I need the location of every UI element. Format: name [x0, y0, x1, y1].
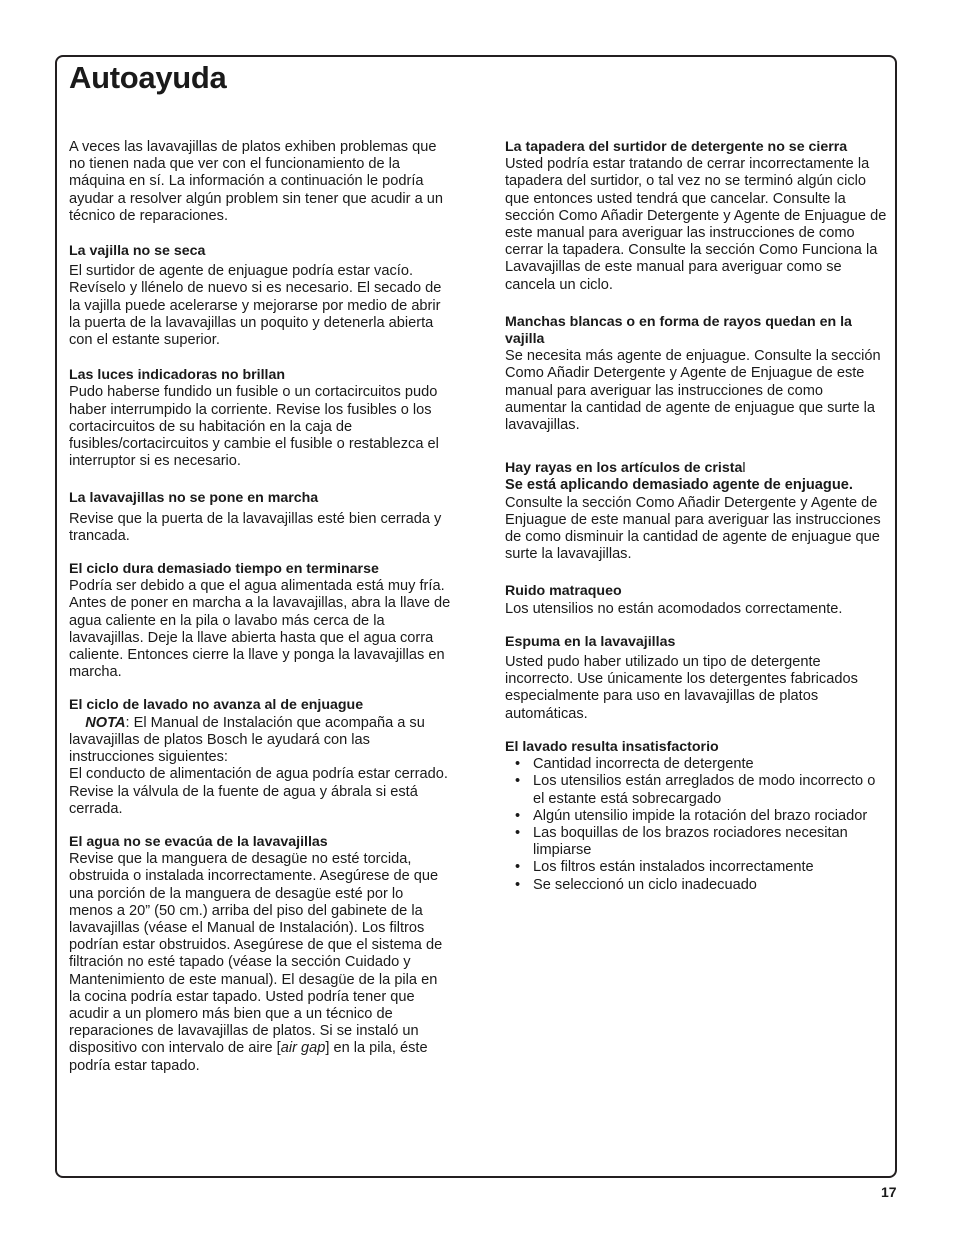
section-detergent-lid — [505, 139, 887, 294]
body-part-b: ] en la pila, éste podría estar tapado. — [69, 1040, 428, 1074]
section-heading: La vajilla no se seca — [69, 243, 206, 260]
section-body: El conducto de alimentación de agua podría estar cerrado. Revise la válvula de la fuente de agua y ábrala si está cerrada. — [69, 766, 448, 817]
bullet-icon: • — [515, 773, 521, 790]
section-glass-streaks — [505, 460, 887, 563]
section-body: Se necesita más agente de enjuague. Consulte la sección Como Añadir Detergente y Agente de Enjuague de este manual para averiguar las instrucciones de como aumentar la cantidad de agente de enjuague que surte la lavavajillas. — [505, 348, 881, 434]
section-foam — [505, 634, 887, 723]
left-column — [69, 139, 451, 1075]
bullet-icon: • — [515, 824, 521, 841]
section-heading: Manchas blancas o en forma de rayos quedan en la vajilla — [505, 313, 852, 348]
list-item: • Algún utensilio impide la rotación del brazo rociador — [515, 807, 868, 824]
note-text: : El Manual de Instalación que acompaña a su lavavajillas de platos Bosch le ayudará con las instrucciones siguientes: — [69, 714, 425, 766]
heading-main: Hay rayas en los artículos de crista — [505, 460, 743, 477]
section-body — [505, 477, 887, 563]
section-heading: Las luces indicadoras no brillan — [69, 367, 286, 384]
section-water-not-draining — [69, 834, 451, 1075]
bold-lead: Se está aplicando demasiado agente de enjuague. — [505, 477, 853, 494]
section-indicator-lights — [69, 367, 451, 470]
list-item: • Los utensilios están arreglados de modo incorrecto o el estante está sobrecargado — [515, 773, 876, 807]
section-unsatisfactory-wash — [505, 739, 887, 894]
section-heading: Espuma en la lavavajillas — [505, 633, 676, 650]
air-gap-term: air gap — [280, 1040, 326, 1057]
list-item: • Las boquillas de los brazos rociadores necesitan limpiarse — [515, 824, 848, 859]
intro-paragraph: A veces las lavavajillas de platos exhiben problemas que no tienen nada que ver con el funcionamiento de la máquina en sí. La información a continuación le podría ayudar a resolver algún problem sin tener que acudir a un técnico de reparaciones. — [69, 139, 443, 224]
page-title: Autoayuda — [69, 60, 227, 95]
section-body: El surtidor de agente de enjuague podría estar vacío. Revíselo y llénelo de nuevo si es necesario. El secado de la vajilla puede acelerarse y mejorarse por medio de abrir la puerta de la lavavajillas un poquito y detenerla abierta con el estante superior. — [69, 263, 442, 349]
cause-list — [505, 756, 887, 894]
note-label: NOTA — [85, 714, 126, 731]
section-rattling-noise — [505, 583, 887, 617]
section-heading: Ruido matraqueo — [505, 583, 622, 600]
list-item: • Los filtros están instalados incorrectamente — [515, 859, 814, 876]
right-column — [505, 139, 887, 894]
heading-tail: l — [742, 460, 746, 477]
section-heading: La lavavajillas no se pone en marcha — [69, 490, 319, 507]
list-item: • Se seleccionó un ciclo inadecuado — [515, 876, 757, 893]
section-body — [69, 851, 451, 1075]
section-heading: La tapadera del surtidor de detergente no se cierra — [505, 139, 848, 155]
page-number: 17 — [881, 1184, 897, 1200]
section-heading: El lavado resulta insatisfactorio — [505, 738, 719, 755]
section-white-spots — [505, 314, 887, 434]
bullet-icon: • — [515, 756, 521, 773]
section-dishes-not-dry — [69, 243, 451, 349]
list-item: • Cantidad incorrecta de detergente — [515, 756, 754, 773]
section-heading: El agua no se evacúa de la lavavajillas — [69, 833, 328, 850]
body-text: Consulte la sección Como Añadir Detergente y Agente de Enjuague de este manual para averiguar las instrucciones de como disminuir la cantidad de agente de enjuague que surte la lavavajillas. — [505, 494, 881, 563]
section-cycle-too-long — [69, 561, 451, 681]
bullet-icon: • — [515, 859, 521, 876]
section-heading — [505, 460, 887, 477]
section-body: Usted podría estar tratando de cerrar incorrectamente la tapadera del surtidor, o tal vez no se terminó algún ciclo que entonces usted tendrá que cancelar. Consulte la sección Como Añadir Detergente y Agente de Enjuague de este manual para averiguar las instrucciones de como cerrar la tapadera. Consulte la sección Como Funciona la Lavavajillas de este manual para averiguar como se cancela un ciclo. — [505, 156, 887, 293]
section-body: Podría ser debido a que el agua alimentada está muy fría. Antes de poner en marcha a la lavavajillas, abra la llave de agua caliente en la pila o lavabo más cerca de la lavavajillas. Deje la llave abierta hasta que el agua corra caliente. Entonces cierre la llave y ponga la lavavajillas en marcha. — [69, 578, 451, 681]
section-does-not-start — [69, 490, 451, 545]
section-body: Usted pudo haber utilizado un tipo de detergente incorrecto. Use únicamente los detergentes fabricados especialmente para uso en lavavajillas de platos automáticas. — [505, 654, 858, 722]
bullet-icon: • — [515, 807, 521, 824]
bullet-icon: • — [515, 876, 521, 893]
section-body: Pudo haberse fundido un fusible o un cortacircuitos pudo haber interrumpido la corriente. Revise los fusibles o los cortacircuitos de su habitación en la caja de fusibles/cortacircuitos y cambie el fusible o restablezca el interruptor si es necesario. — [69, 384, 439, 470]
section-wash-no-rinse — [69, 697, 451, 817]
section-body: Los utensilios no están acomodados correctamente. — [505, 600, 843, 617]
section-note — [69, 715, 451, 767]
body-part-a: Revise que la manguera de desagüe no esté torcida, obstruida o instalada incorrectamente. Asegúrese de que una porción de la manguera de desagüe esté por lo menos a 20” (50 cm.) arriba del piso del gabinete de la lavavajillas (véase el Manual de Instalación). Los filtros podrían estar obstruidos. Asegúrese de que el sistema de filtración no esté tapado (véase la sección Cuidado y Mantenimiento de este manual). El desagüe de la pila en la cocina podría estar tapado. Usted podría tener que acudir a un plomero más bien que a un técnico de reparaciones de lavavajillas de platos. Si se instaló un dispositivo con intervalo de aire [ — [69, 851, 443, 1057]
section-heading: El ciclo dura demasiado tiempo en terminarse — [69, 561, 379, 578]
section-body: Revise que la puerta de la lavavajillas esté bien cerrada y trancada. — [69, 510, 442, 544]
section-heading: El ciclo de lavado no avanza al de enjuague — [69, 697, 364, 714]
